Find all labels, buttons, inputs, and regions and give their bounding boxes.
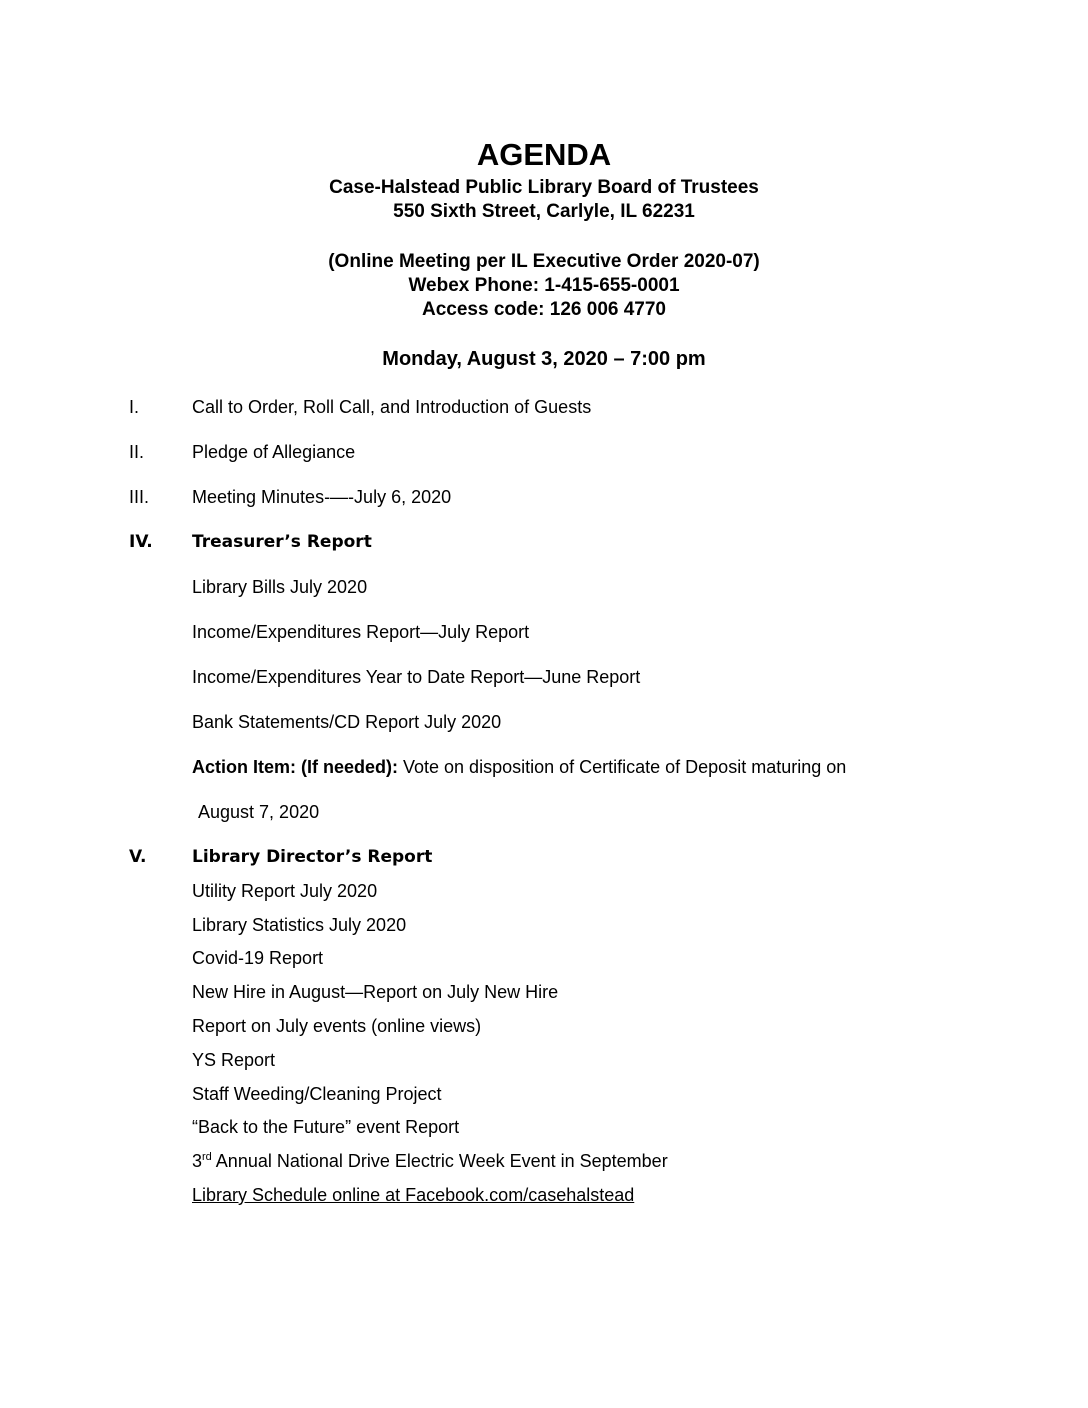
- section-ii-label: Pledge of Allegiance: [192, 442, 356, 462]
- list-item: Library Bills July 2020: [192, 577, 368, 597]
- list-item: Utility Report July 2020: [192, 881, 378, 901]
- action-item: [192, 756, 846, 778]
- list-item: Income/Expenditures Report—July Report: [192, 622, 530, 642]
- list-item: Staff Weeding/Cleaning Project: [192, 1084, 442, 1104]
- section-numeral-iv: IV.: [129, 532, 153, 552]
- page-title: AGENDA: [476, 137, 612, 172]
- meeting-date-time: Monday, August 3, 2020 – 7:00 pm: [382, 348, 706, 370]
- access-code: Access code: 126 006 4770: [421, 299, 666, 320]
- section-iii-label: Meeting Minutes-—-July 6, 2020: [192, 487, 452, 507]
- ndew-ordinal-suffix: rd: [202, 1151, 212, 1163]
- list-item: New Hire in August—Report on July New Hire: [192, 982, 559, 1002]
- section-numeral-iii: III.: [129, 487, 150, 507]
- section-numeral-i: I.: [129, 397, 140, 417]
- action-item-label: Action Item: (If needed):: [192, 757, 398, 777]
- list-item: Report on July events (online views): [192, 1016, 482, 1036]
- address: 550 Sixth Street, Carlyle, IL 62231: [393, 201, 695, 222]
- library-schedule-link[interactable]: Library Schedule online at Facebook.com/casehalstead: [192, 1185, 635, 1205]
- action-item-text: Vote on disposition of Certificate of Deposit maturing on: [398, 757, 847, 777]
- list-item: Covid-19 Report: [192, 948, 324, 968]
- organization-name: Case-Halstead Public Library Board of Trustees: [329, 177, 759, 198]
- list-item: “Back to the Future” event Report: [192, 1117, 460, 1137]
- list-item: YS Report: [192, 1050, 276, 1070]
- section-numeral-v: V.: [129, 847, 147, 867]
- section-iv-title: Treasurer’s Report: [192, 532, 372, 552]
- webex-phone: Webex Phone: 1-415-655-0001: [408, 275, 680, 296]
- section-v-title: Library Director’s Report: [192, 847, 433, 867]
- section-i-label: Call to Order, Roll Call, and Introduction of Guests: [192, 397, 592, 417]
- ndew-event-text: Annual National Drive Electric Week Event in September: [211, 1151, 668, 1171]
- action-item-continuation: August 7, 2020: [198, 802, 320, 822]
- list-item: Library Statistics July 2020: [192, 915, 407, 935]
- list-item: Bank Statements/CD Report July 2020: [192, 712, 502, 732]
- ndew-ordinal-number: 3: [192, 1151, 203, 1171]
- section-numeral-ii: II.: [129, 442, 145, 462]
- online-meeting-note: (Online Meeting per IL Executive Order 2020-07): [328, 251, 760, 272]
- ndew-event-item: [192, 1150, 668, 1172]
- list-item: Income/Expenditures Year to Date Report—June Report: [192, 667, 641, 687]
